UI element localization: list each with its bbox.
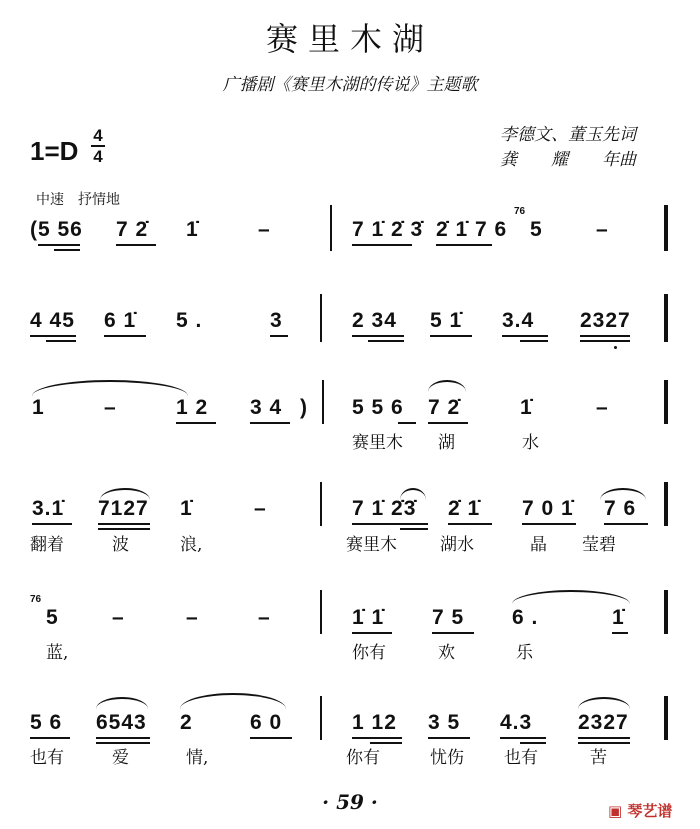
lyric: 波: [112, 535, 129, 555]
lyric: 晶: [530, 535, 547, 555]
note-group: 5 6: [30, 711, 63, 734]
time-signature-top: 4: [93, 126, 103, 145]
site-logo[interactable]: [608, 800, 672, 821]
bar-line: [664, 294, 668, 342]
note-group: (5 56: [30, 218, 83, 241]
note-group: 1̇: [612, 606, 625, 629]
slur: [180, 693, 286, 709]
note-group: 7127: [98, 497, 149, 520]
note-group: 2̇ 1̇ 7 6: [436, 218, 508, 241]
note-group: 2327: [578, 711, 629, 734]
note-group: 1 12: [352, 711, 397, 734]
note-group: 1̇: [180, 497, 193, 520]
note-group: 5 .: [176, 309, 203, 332]
repeat-close: ): [300, 396, 308, 419]
page-number: · 59 ·: [322, 790, 378, 814]
note-group: 6 1̇: [104, 309, 137, 332]
note-group: 7 1̇ 2̇ 3̇: [352, 218, 424, 241]
lyric: 莹碧: [582, 535, 616, 555]
lyric: 忧伤: [430, 748, 464, 768]
slur: [578, 697, 630, 709]
bar-line: [330, 205, 332, 251]
note-group: 1̇: [186, 218, 199, 241]
rest-dash: –: [596, 218, 609, 241]
lyric: 湖: [438, 433, 455, 453]
logo-text: 琴艺谱: [627, 802, 673, 820]
note-group: 3 5: [428, 711, 461, 734]
note-group: 7 2̇: [116, 218, 149, 241]
note-group: 7 6: [604, 497, 637, 520]
time-signature: [88, 126, 108, 166]
note-group: 6 .: [512, 606, 539, 629]
note-group: 6 0: [250, 711, 283, 734]
tempo-marking: 中速 抒情地: [36, 192, 120, 208]
lyric: 翻着: [30, 535, 64, 555]
bar-line: [322, 380, 324, 424]
bar-line: [320, 696, 322, 740]
lyric: 乐: [516, 643, 533, 663]
note-group: 6543: [96, 711, 147, 734]
lyric: 欢: [438, 643, 455, 663]
lyric: 情,: [186, 748, 209, 768]
lyric: 水: [522, 433, 539, 453]
note-group: 1: [32, 396, 45, 419]
note-group: 5 1̇: [430, 309, 463, 332]
rest-dash: –: [104, 396, 117, 419]
note-group: 5: [46, 606, 59, 629]
bar-line: [664, 482, 668, 526]
note-group: 3.1̇: [32, 497, 65, 520]
bar-line: [320, 482, 322, 526]
rest-dash: –: [254, 497, 267, 520]
bar-line: [664, 590, 668, 634]
lyric: 湖水: [440, 535, 474, 555]
lyric: 你有: [346, 748, 380, 768]
time-signature-bottom: 4: [93, 147, 103, 166]
note-group: 2: [180, 711, 193, 734]
rest-dash: –: [258, 218, 271, 241]
note-group: 4.3: [500, 711, 533, 734]
rest-dash: –: [596, 396, 609, 419]
bar-line: [320, 590, 322, 634]
lyric: 浪,: [180, 535, 203, 555]
note-group: 7 0 1̇: [522, 497, 574, 520]
rest-dash: –: [186, 606, 199, 629]
note-group: 7 2̇: [428, 396, 461, 419]
note-group: 3 4: [250, 396, 283, 419]
note-group: 5: [530, 218, 543, 241]
note-group: 7 5: [432, 606, 465, 629]
note-group: 1̇: [520, 396, 533, 419]
slur: [32, 380, 188, 396]
logo-icon: ▣: [608, 802, 623, 820]
note-group: 2̇ 1̇: [448, 497, 481, 520]
lyric: 赛里木: [346, 535, 397, 555]
slur: [428, 380, 466, 392]
lyricist-credit: 李德文、董玉先词: [500, 125, 636, 145]
note-group: 2 34: [352, 309, 397, 332]
slur: [96, 697, 148, 709]
lyric: 也有: [504, 748, 538, 768]
note-group: 3.4: [502, 309, 535, 332]
bar-line: [664, 696, 668, 740]
rest-dash: –: [112, 606, 125, 629]
slur: [512, 590, 630, 604]
note-group: 4 45: [30, 309, 75, 332]
lyric: 苦: [590, 748, 607, 768]
note-group: 1̇ 1̇: [352, 606, 385, 629]
note-group: 3: [270, 309, 283, 332]
grace-notes: 76: [514, 206, 526, 217]
bar-line: [664, 205, 668, 251]
page-title: 赛里木湖: [265, 20, 434, 58]
bar-line: [320, 294, 322, 342]
lyric: 你有: [352, 643, 386, 663]
note-group: 7 1̇ 2̇3̇: [352, 497, 417, 520]
note-group: 5 5 6: [352, 396, 404, 419]
key-signature: 1=D: [30, 136, 79, 166]
bar-line: [664, 380, 668, 424]
note-group: 1 2: [176, 396, 209, 419]
composer-credit: 龚 耀 年曲: [500, 150, 636, 170]
subtitle: 广播剧《赛里木湖的传说》主题歌: [222, 75, 478, 95]
lyric: 也有: [30, 748, 64, 768]
lyric: 赛里木: [352, 433, 403, 453]
grace-notes: 76: [30, 594, 42, 605]
lyric: 蓝,: [46, 643, 69, 663]
note-group: 2327: [580, 309, 631, 332]
lyric: 爱: [112, 748, 129, 768]
rest-dash: –: [258, 606, 271, 629]
